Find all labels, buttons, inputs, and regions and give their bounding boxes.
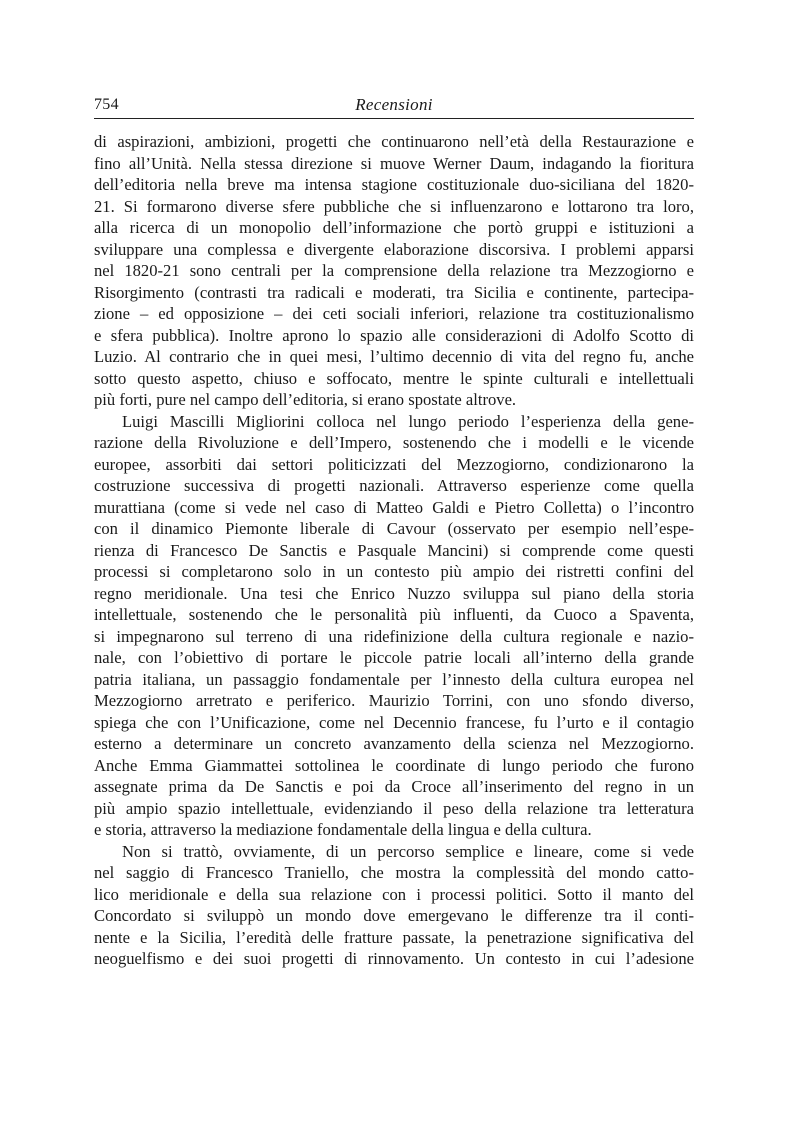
text-line: esterno a determinare un concreto avanzamento della scienza nel Mezzogiorno. <box>94 734 694 753</box>
text-line: lico meridionale e della sua relazione con i processi politici. Sotto il manto del <box>94 884 694 904</box>
text-line: sotto questo aspetto, chiuso e soffocato, mentre le spinte culturali e intellettuali <box>94 368 694 388</box>
text-line: di aspirazioni, ambizioni, progetti che continuarono nell’età della Restaurazione e <box>94 132 694 151</box>
text-line: alla ricerca di un monopolio dell’informazione che portò gruppi e istituzioni a <box>94 218 694 237</box>
text-line: Anche Emma Giammattei sottolinea le coordinate di lungo periodo che furono <box>94 755 694 775</box>
text-line: costruzione successiva di progetti nazionali. Attraverso esperienze come quella <box>94 476 694 495</box>
text-line: patria italiana, un passaggio fondamentale per l’innesto della cultura europea nel <box>94 669 694 689</box>
paragraph <box>94 411 694 841</box>
text-line: nale, con l’obiettivo di portare le piccole patrie locali all’interno della grande <box>94 648 694 667</box>
text-line: 21. Si formarono diverse sfere pubbliche che si influenzarono e lottarono tra loro, <box>94 196 694 216</box>
text-line: intellettuale, sostenendo che le personalità più influenti, da Cuoco a Spaventa, <box>94 605 694 624</box>
text-line: dell’editoria nella breve ma intensa stagione costituzionale duo-siciliana del 1820- <box>94 175 694 194</box>
text-line: con il dinamico Piemonte liberale di Cavour (osservato per esempio nell’espe- <box>94 519 694 538</box>
text-line: rienza di Francesco De Sanctis e Pasquale Mancini) si comprende come questi <box>94 540 694 560</box>
text-line: e storia, attraverso la mediazione fondamentale della lingua e della cultura. <box>94 820 592 839</box>
text-line: nel 1820-21 sono centrali per la comprensione della relazione tra Mezzogiorno e <box>94 261 694 280</box>
paragraph <box>94 841 694 970</box>
text-line: processi si completarono solo in un contesto più ampio dei ristretti confini del <box>94 562 694 581</box>
text-line: murattiana (come si vede nel caso di Matteo Galdi e Pietro Colletta) o l’incontro <box>94 497 694 517</box>
text-line: europee, assorbiti dai settori politicizzati del Mezzogiorno, condizionarono la <box>94 454 694 474</box>
text-line: nente e la Sicilia, l’eredità delle fratture passate, la penetrazione significativa del <box>94 927 694 947</box>
text-line: Non si trattò, ovviamente, di un percorso semplice e lineare, come si vede <box>122 841 694 861</box>
text-line: regno meridionale. Una tesi che Enrico Nuzzo sviluppa sul piano della storia <box>94 583 694 603</box>
running-header <box>94 94 694 119</box>
paragraph <box>94 131 694 411</box>
body-text <box>94 131 694 970</box>
page-number: 754 <box>94 96 119 113</box>
text-line: spiega che con l’Unificazione, come nel Decennio francese, fu l’urto e il contagio <box>94 712 694 732</box>
text-line: Risorgimento (contrasti tra radicali e moderati, tra Sicilia e continente, partecipa- <box>94 282 694 302</box>
text-line: più ampio spazio intellettuale, evidenziando il peso della relazione tra letteratura <box>94 798 694 818</box>
text-line: più forti, pure nel campo dell’editoria, si erano spostate altrove. <box>94 390 517 409</box>
text-line: Luigi Mascilli Migliorini colloca nel lungo periodo l’esperienza della gene- <box>122 411 694 431</box>
text-line: razione della Rivoluzione e dell’Impero, sostenendo che i modelli e le vicende <box>94 433 694 452</box>
text-line: neoguelfismo e dei suoi progetti di rinnovamento. Un contesto in cui l’adesione <box>94 949 694 968</box>
text-line: assegnate prima da De Sanctis e poi da Croce all’inserimento del regno in un <box>94 777 694 796</box>
text-line: Concordato si sviluppò un mondo dove emergevano le differenze tra il conti- <box>94 906 694 925</box>
text-line: Luzio. Al contrario che in quei mesi, l’ultimo decennio di vita del regno fu, anche <box>94 347 694 366</box>
text-line: nel saggio di Francesco Traniello, che mostra la complessità del mondo catto- <box>94 863 694 882</box>
text-line: Mezzogiorno arretrato e periferico. Maurizio Torrini, con uno sfondo diverso, <box>94 691 694 710</box>
text-line: sviluppare una complessa e divergente elaborazione discorsiva. I problemi apparsi <box>94 239 694 259</box>
text-line: e sfera pubblica). Inoltre aprono lo spazio alle considerazioni di Adolfo Scotto di <box>94 325 694 345</box>
section-title: Recensioni <box>355 95 433 114</box>
text-line: zione – ed opposizione – dei ceti sociali inferiori, relazione tra costituzionalismo <box>94 304 694 323</box>
text-line: fino all’Unità. Nella stessa direzione si muove Werner Daum, indagando la fioritura <box>94 153 694 173</box>
text-line: si impegnarono sul terreno di una ridefinizione della cultura regionale e nazio- <box>94 626 694 646</box>
